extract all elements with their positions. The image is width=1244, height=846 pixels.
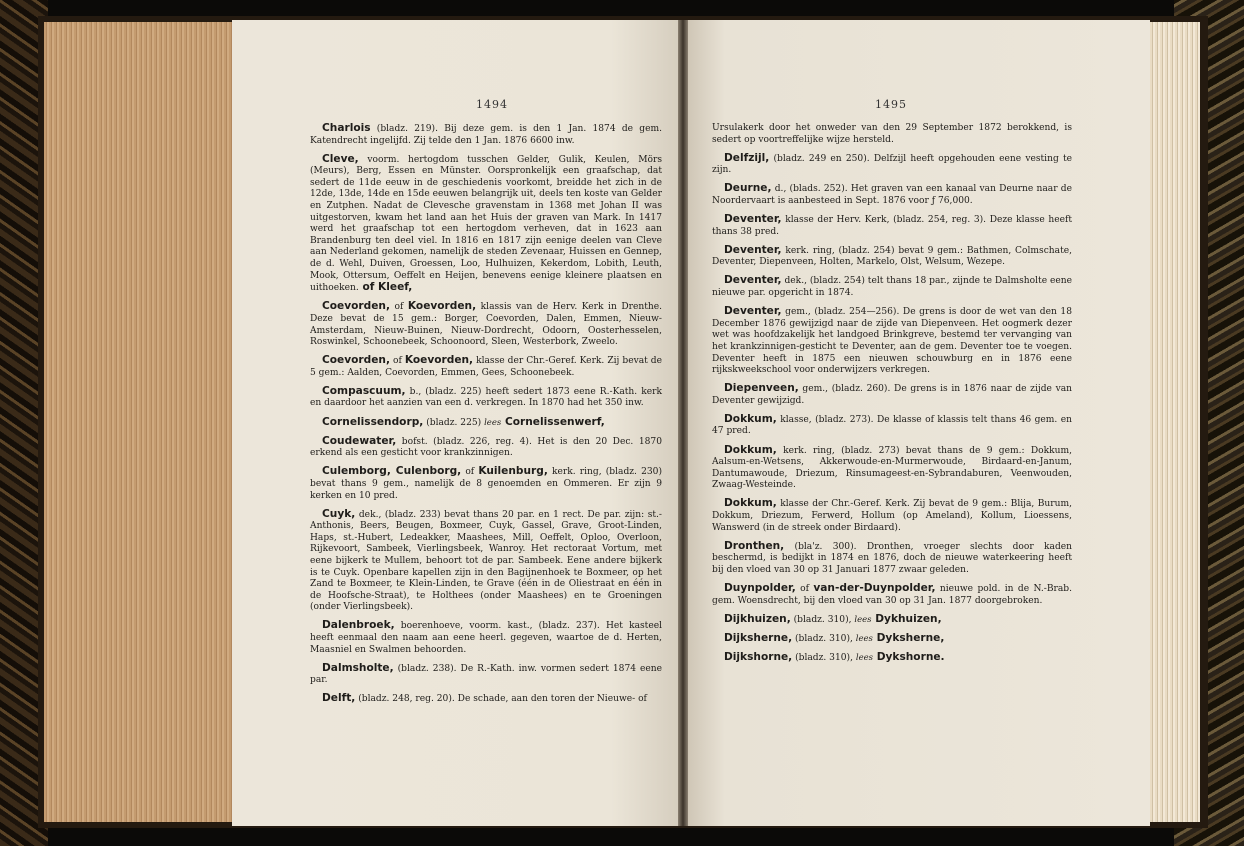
dictionary-entry: [712, 498, 1072, 534]
dictionary-entry: [310, 693, 662, 706]
entry-headword: Delft,: [322, 692, 356, 705]
entry-headword: Cornelissendorp,: [322, 415, 424, 428]
entry-text: klasse, (bladz. 273). De klasse of klassis telt thans 46 gem. en 47 pred.: [712, 414, 1072, 437]
dictionary-entry: [310, 620, 662, 656]
entry-headword: Cuyk,: [322, 507, 356, 520]
entry-text: bofst. (bladz. 226, reg. 4). Het is den 20 Dec. 1870 erkend als een gesticht voor krankzinnigen.: [310, 436, 662, 459]
entry-text: d., (blads. 252). Het graven van een kanaal van Deurne naar de Noordervaart is aanbesteed in Sept. 1876 voor ƒ 76,000.: [712, 184, 1072, 206]
entry-text: gem., (bladz. 260). De grens is in 1876 naar de zijde van Deventer gewijzigd.: [712, 384, 1072, 406]
dictionary-entry: [712, 583, 1072, 607]
entry-text: of: [389, 302, 408, 313]
entry-text: kerk. ring, (bladz. 254) bevat 9 gem.: Bathmen, Colmschate, Deventer, Diepenveen, Holten, Markelo, Olst, Welsum, Wezepe.: [712, 245, 1072, 268]
left-page: [232, 20, 678, 826]
lees-marker: lees: [855, 652, 874, 663]
dictionary-entry: [712, 183, 1072, 207]
entry-headword: Deurne,: [724, 182, 772, 195]
left-column: [310, 123, 662, 713]
dictionary-entry: [712, 306, 1072, 377]
dictionary-entry: [310, 466, 662, 502]
dictionary-entry: [712, 275, 1072, 299]
entry-headword: Charlois: [322, 122, 371, 134]
entry-headword: Dijkshorne,: [724, 650, 793, 663]
entry-headword: Coevorden,: [322, 354, 390, 367]
page-stack-left: [44, 22, 234, 822]
entry-text: (bladz. 219). Bij deze gem. is den 1 Jan. 1874 de gem. Katendrecht ingelijfd. Zij telde den 1 Jan. 1876 6600 inw.: [310, 124, 662, 146]
dictionary-entry: [712, 614, 1072, 627]
entry-headword-alt: Dykshorne.: [873, 650, 945, 663]
entry-text: klasse der Chr.-Geref. Kerk. Zij bevat de 5 gem.: Aalden, Coevorden, Emmen, Gees, Schoonebeek.: [310, 356, 662, 378]
entry-text: b., (bladz. 225) heeft sedert 1873 eene R.-Kath. kerk en daardoor het aanzien van een d. verkregen. In 1870 had het 350 inw.: [310, 386, 662, 409]
entry-text: (bladz. 225): [423, 417, 485, 428]
dictionary-entry: [712, 445, 1072, 492]
entry-text: gem., (bladz. 254—256). De grens is door de wet van den 18 December 1876 gewijzigd naar de zijde van Diepenveen. Het oogmerk dezer wet was hoofdzakelijk het landgoed Brinkgreve, bestemd ter vervanging van het krankzinnigen-gesticht te Deventer, aan de gem. Deventer toe te voegen. Deventer heeft in 1875 een nieuwen schouwburg en in 1876 eene rijkskweekschool voor onderwijzers verkregen.: [712, 307, 1072, 376]
entry-headword-alt: van-der-Duynpolder,: [813, 582, 936, 594]
dictionary-entry: [310, 436, 662, 460]
dictionary-entry: [310, 123, 662, 147]
entry-headword-alt: Koevorden,: [407, 300, 477, 313]
dictionary-entry: [712, 383, 1072, 407]
page-number: 1495: [875, 98, 907, 111]
entry-headword: Duynpolder,: [724, 582, 796, 594]
entry-text: Ursulakerk door het onweder van den 29 September 1872 berokkend, is sedert op voortreffelijke wijze hersteld.: [712, 123, 1072, 145]
dictionary-entry: [310, 301, 662, 348]
entry-text: (bla'z. 300). Dronthen, vroeger slechts door kaden beschermd, is bedijkt in 1874 en 1876, doch de nieuwe waterkeering heeft bij den vloed van 30 op 31 Januari 1877 zwaar geleden.: [712, 541, 1072, 575]
lees-marker: lees: [854, 614, 872, 625]
lees-marker: lees: [484, 417, 502, 428]
entry-text: (bladz. 238). De R.-Kath. inw. vormen sedert 1874 eene par.: [310, 663, 662, 686]
dictionary-entry: [712, 214, 1072, 238]
entry-headword-alt: Cornelissenwerf,: [501, 415, 605, 428]
entry-headword: Dijkhuizen,: [724, 612, 791, 625]
entry-text: of: [795, 584, 814, 594]
entry-text: klasse der Herv. Kerk, (bladz. 254, reg. 3). Deze klasse heeft thans 38 pred.: [712, 215, 1072, 237]
entry-text: kerk. ring, (bladz. 273) bevat thans de 9 gem.: Dokkum, Aalsum-en-Wetsens, Akkerwoude-en-Murmerwoude, Birdaard-en-Janum, Dantumawoude, Driezum, Rinsumageest-en-Sybrandaburen, Veenwouden, Zwaag-Westeinde.: [712, 445, 1072, 491]
dictionary-entry: [712, 633, 1072, 646]
dictionary-entry: [712, 541, 1072, 577]
entry-headword: Coudewater,: [322, 434, 397, 447]
entry-headword: Dokkum,: [724, 497, 777, 510]
entry-headword: Dalenbroek,: [322, 619, 395, 632]
dictionary-entry: [310, 386, 662, 410]
entry-headword: Deventer,: [724, 243, 782, 256]
right-page: [688, 20, 1150, 826]
dictionary-entry: [310, 154, 662, 295]
entry-headword-alt: Kuilenburg,: [478, 465, 548, 478]
entry-text: boerenhoeve, voorm. kast., (bladz. 237). Het kasteel heeft eenmaal den naam aan eene heerl. gegeven, waartoe de d. Herten, Maasniel en Swalmen behoorden.: [310, 621, 662, 655]
entry-text: dek., (bladz. 233) bevat thans 20 par. en 1 rect. De par. zijn: st.-Anthonis, Beers, Beugen, Boxmeer, Cuyk, Gassel, Grave, Groot-Linden, Haps, st.-Hubert, Ledeakker, Maashees, Mill, Oeffelt, Oploo, Overloon, Rijkevoort, Sambeek, Vierlingsbeek, Wanroy. Het rectoraat Vortum, met eene bijkerk te Mullem, behoort tot de par. Sambeek. Eene andere bijkerk is te Cuyk. Openbare kapellen zijn in den Bagijnenhoek te Boxmeer, op het Zand te Boxmeer, te Klein-Linden, te Grave (één in de Oliestraat en één in de Hoofsche-Straat), te Holthees (onder Maashees) en te Groeningen (onder Vierlingsbeek).: [310, 509, 662, 613]
dictionary-entry: [310, 417, 662, 430]
entry-headword: Deventer,: [724, 213, 782, 226]
entry-text: voorm. hertogdom tusschen Gelder, Gulik, Keulen, Mörs (Meurs), Berg, Essen en Münster. Oorspronkelijk een graafschap, dat sedert de 11de eeuw in de geschiedenis voorkomt, breidde het zich in de 12de, 13de, 14de en 15de eeuwen belangrijk uit, deels ten koste van Gelder en Zutphen. Nadat de Clevesche gravenstam in 1368 met Johan II was uitgestorven, kwam het land aan het Huis der graven van Mark. In 1417 werd het graafschap tot een hertogdom verheven, dat in 1623 aan Brandenburg ten deel viel. In 1816 en 1817 zijn eenige deelen van Cleve aan Nederland gekomen, namelijk de steden Zevenaar, Huissen en Gennep, de d. Wehl, Duiven, Groessen, Loo, Hulhuizen, Kekerdom, Lobith, Leuth, Mook, Ottersum, Oeffelt en Heijen, benevens eenige kleinere plaatsen en uithoeken.: [310, 154, 662, 294]
entry-text: klassis van de Herv. Kerk in Drenthe. Deze bevat de 15 gem.: Borger, Coevorden, Dalen, Emmen, Nieuw-Amsterdam, Nieuw-Buinen, Nieuw-Dordrecht, Odoorn, Oosterhesselen, Roswinkel, Schoonebeek, Schoonoord, Sleen, Westerbork, Zweelo.: [310, 302, 662, 348]
entry-text: (bladz. 310),: [792, 652, 856, 663]
entry-headword-alt: of Kleef,: [358, 281, 413, 294]
entry-text: (bladz. 249 en 250). Delfzijl heeft opgehouden eene vesting te zijn.: [712, 153, 1072, 176]
entry-headword: Dalmsholte,: [322, 661, 394, 674]
entry-headword: Cleve,: [322, 152, 359, 165]
dictionary-entry: [712, 153, 1072, 177]
entry-text: kerk. ring, (bladz. 230) bevat thans 9 gem., namelijk de 8 genoemden en Ommeren. Er zijn 9 kerken en 10 pred.: [310, 467, 663, 501]
entry-headword: Dijksherne,: [724, 631, 793, 644]
entry-headword: Coevorden,: [322, 300, 390, 313]
dictionary-entry: [712, 245, 1072, 269]
entry-text: dek., (bladz. 254) telt thans 18 par., zijnde te Dalmsholte eene nieuwe par. opgericht in 1874.: [712, 276, 1072, 299]
dictionary-entry: [712, 123, 1072, 146]
entry-headword: Dokkum,: [724, 443, 777, 456]
entry-headword: Compascuum,: [322, 384, 406, 397]
entry-headword: Culemborg, Culenborg,: [322, 465, 462, 478]
entry-headword: Dokkum,: [724, 412, 777, 425]
dictionary-entry: [712, 652, 1072, 665]
entry-headword-alt: Dykhuizen,: [871, 612, 942, 625]
entry-text: (bladz. 310),: [790, 614, 855, 625]
entry-headword: Diepenveen,: [724, 382, 799, 395]
entry-headword-alt: Koevorden,: [404, 354, 474, 367]
entry-headword-alt: Dyksherne,: [872, 631, 945, 644]
entry-headword: Dronthen,: [724, 539, 785, 552]
entry-text: klasse der Chr.-Geref. Kerk. Zij bevat de 9 gem.: Blija, Burum, Dokkum, Driezum, Ferwerd, Hollum (op Ameland), Kollum, Lioessens, Wanswerd (in de streek onder Birdaard).: [712, 499, 1072, 533]
lees-marker: lees: [855, 633, 873, 644]
entry-text: nieuwe pold. in de N.-Brab. gem. Woensdrecht, bij den vloed van 30 op 31 Jan. 1877 doorgebroken.: [712, 584, 1072, 606]
entry-text: (bladz. 248, reg. 20). De schade, aan den toren der Nieuwe- of: [355, 694, 647, 705]
entry-headword: Deventer,: [724, 274, 782, 287]
entry-headword: Delfzijl,: [724, 151, 770, 164]
right-column: [712, 123, 1072, 671]
entry-text: of: [389, 356, 405, 367]
page-number: 1494: [476, 98, 508, 111]
entry-text: of: [461, 467, 479, 478]
book-gutter: [678, 20, 688, 826]
dictionary-entry: [310, 509, 662, 614]
entry-text: (bladz. 310),: [792, 633, 856, 644]
entry-headword: Deventer,: [724, 305, 782, 318]
page-stack-right: [1150, 22, 1200, 822]
dictionary-entry: [712, 414, 1072, 438]
dictionary-entry: [310, 663, 662, 687]
dictionary-entry: [310, 355, 662, 379]
